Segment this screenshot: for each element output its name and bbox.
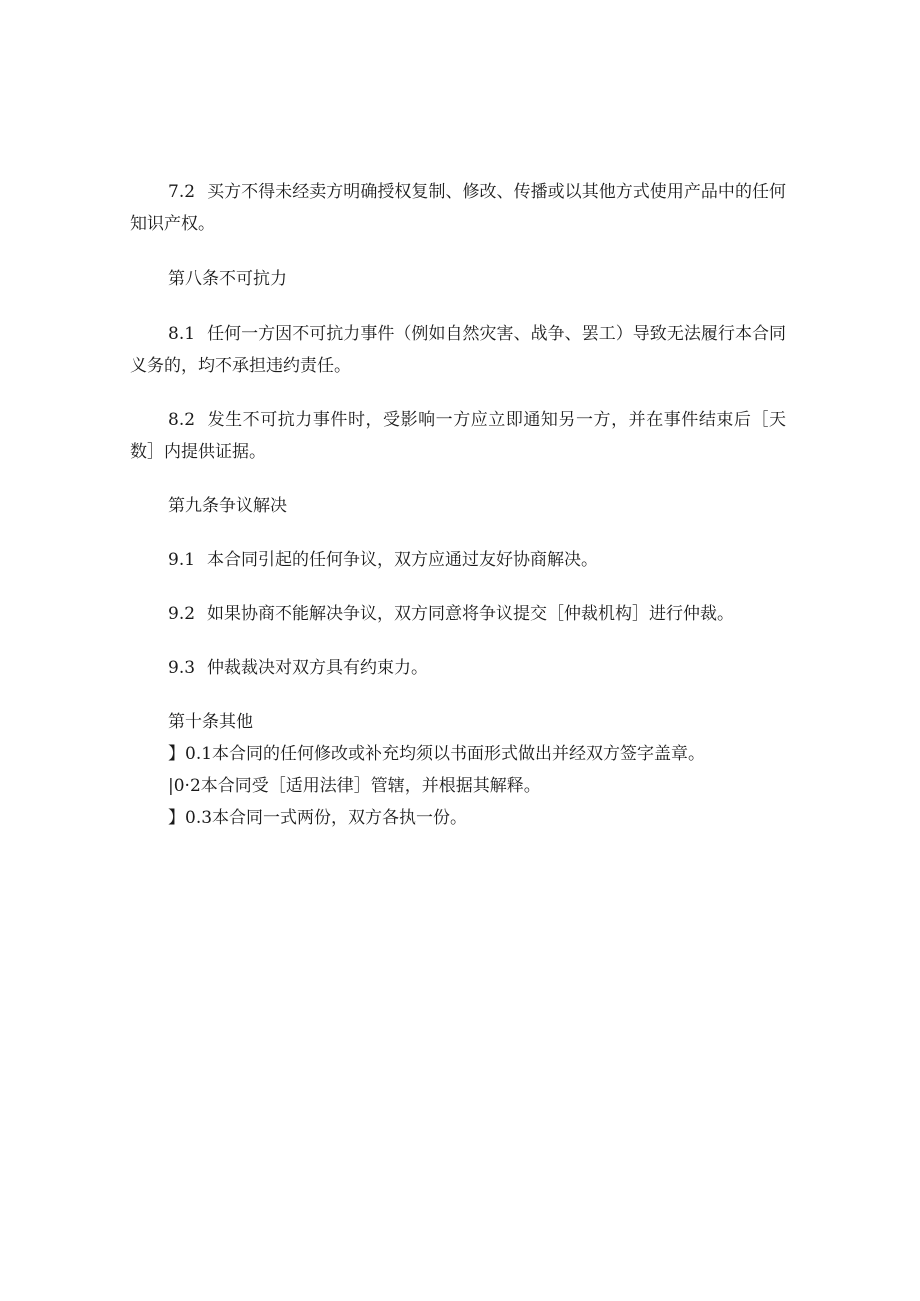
clause-text: 买方不得未经卖方明确授权复制、修改、传播或以其他方式使用产品中的任何知识产权。: [130, 182, 786, 234]
article-10-heading: 第十条其他: [168, 712, 253, 732]
contract-body: [130, 176, 786, 834]
clause-number: 9.2: [168, 604, 196, 624]
clause-7-2: [130, 176, 786, 240]
clause-text: 如果协商不能解决争议，双方同意将争议提交［仲裁机构］进行仲裁。: [207, 604, 735, 624]
clause-8-1: [130, 318, 786, 382]
clause-number: 7.2: [168, 182, 196, 202]
clause-10-3: 】0.3本合同一式两份，双方各执一份。: [168, 808, 468, 828]
clause-number: 9.1: [168, 550, 196, 570]
clause-text: 发生不可抗力事件时，受影响一方应立即通知另一方，并在事件结束后［天数］内提供证据。: [130, 410, 786, 462]
clause-8-2: [130, 404, 786, 468]
clause-text: 任何一方因不可抗力事件（例如自然灾害、战争、罢工）导致无法履行本合同义务的，均不承担违约责任。: [130, 324, 786, 376]
clause-text: 本合同引起的任何争议，双方应通过友好协商解决。: [207, 550, 599, 570]
article-8-heading: 第八条不可抗力: [168, 269, 287, 289]
clause-9-1: [130, 544, 786, 576]
clause-10-2: |0·2本合同受［适用法律］管辖，并根据其解释。: [168, 776, 541, 796]
article-9-heading: 第九条争议解决: [168, 496, 287, 516]
clause-9-2: [130, 598, 786, 630]
clause-number: 9.3: [168, 658, 196, 678]
clause-10-1: 】0.1本合同的任何修改或补充均须以书面形式做出并经双方签字盖章。: [168, 744, 706, 764]
clause-number: 8.1: [168, 324, 196, 344]
clause-number: 8.2: [168, 410, 196, 430]
clause-text: 仲裁裁决对双方具有约束力。: [207, 658, 429, 678]
clause-9-3: [130, 652, 786, 684]
